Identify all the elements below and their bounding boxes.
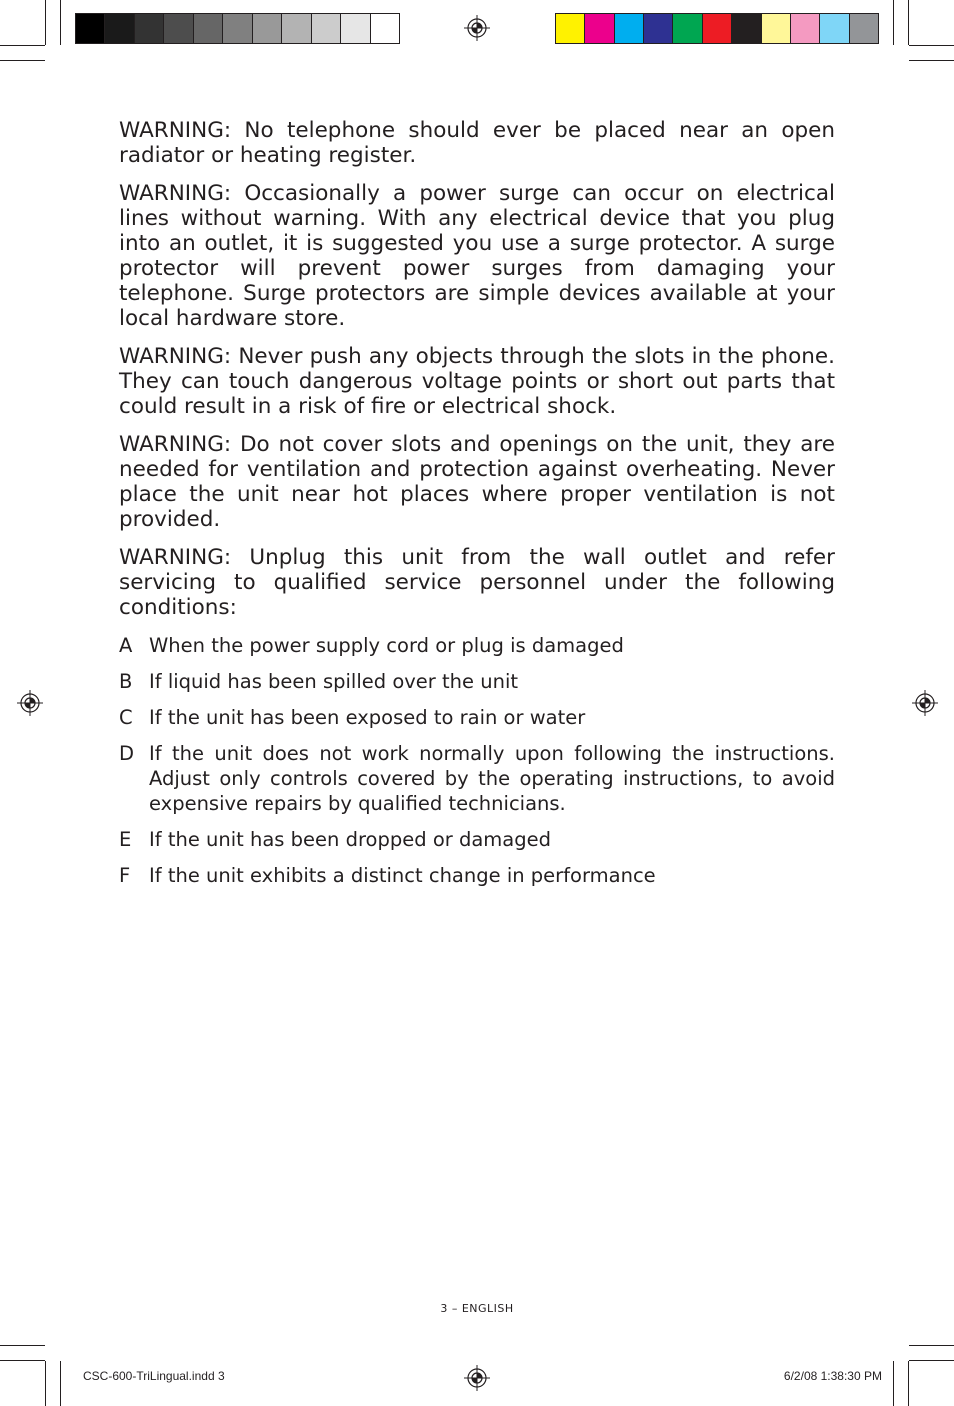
crop-mark bbox=[60, 1361, 61, 1406]
warning-paragraph: WARNING: Do not cover slots and openings on the unit, they are needed for ventilation and protection against overheating. Never place the unit near hot places where proper ventilation is not provided. bbox=[119, 432, 835, 532]
list-item-letter: C bbox=[119, 706, 133, 729]
crop-mark bbox=[45, 0, 46, 45]
color-swatch bbox=[644, 14, 673, 43]
list-item-text: If the unit has been dropped or damaged bbox=[149, 828, 551, 851]
list-item bbox=[119, 669, 835, 694]
color-swatch bbox=[105, 14, 134, 43]
list-item-letter: A bbox=[119, 634, 133, 657]
crop-mark bbox=[0, 1345, 45, 1346]
color-swatch bbox=[673, 14, 702, 43]
color-swatch bbox=[585, 14, 614, 43]
list-item-text: When the power supply cord or plug is damaged bbox=[149, 634, 624, 657]
list-item bbox=[119, 827, 835, 852]
color-swatch bbox=[791, 14, 820, 43]
color-swatch bbox=[76, 14, 105, 43]
registration-mark-icon bbox=[17, 690, 43, 716]
list-item bbox=[119, 741, 835, 816]
file-slug: CSC-600-TriLingual.indd 3 bbox=[83, 1369, 225, 1383]
crop-mark bbox=[893, 0, 894, 45]
list-item bbox=[119, 863, 835, 888]
list-item bbox=[119, 705, 835, 730]
list-item-text: If liquid has been spilled over the unit bbox=[149, 670, 519, 693]
registration-mark-icon bbox=[912, 690, 938, 716]
color-swatch bbox=[732, 14, 761, 43]
crop-mark bbox=[909, 45, 954, 46]
color-swatch bbox=[703, 14, 732, 43]
list-item-letter: E bbox=[119, 828, 132, 851]
warning-paragraph: WARNING: Unplug this unit from the wall outlet and refer servicing to qualified service personnel under the following conditions: bbox=[119, 545, 835, 620]
crop-mark bbox=[893, 1361, 894, 1406]
crop-mark bbox=[0, 1360, 45, 1361]
color-swatch bbox=[253, 14, 282, 43]
color-swatch bbox=[312, 14, 341, 43]
color-swatch bbox=[341, 14, 370, 43]
crop-mark bbox=[908, 0, 909, 45]
crop-mark bbox=[0, 45, 45, 46]
color-swatch bbox=[850, 14, 878, 43]
color-swatch bbox=[371, 14, 399, 43]
crop-mark bbox=[0, 60, 45, 61]
crop-mark bbox=[909, 1345, 954, 1346]
color-swatch bbox=[164, 14, 193, 43]
crop-mark bbox=[909, 60, 954, 61]
color-swatch bbox=[762, 14, 791, 43]
color-swatch bbox=[223, 14, 252, 43]
color-swatch bbox=[615, 14, 644, 43]
warning-paragraph: WARNING: Never push any objects through the slots in the phone. They can touch dangerous voltage points or short out parts that could result in a risk of fire or electrical shock. bbox=[119, 344, 835, 419]
color-calibration-bar bbox=[555, 13, 879, 44]
list-item-letter: D bbox=[119, 742, 135, 765]
date-slug: 6/2/08 1:38:30 PM bbox=[783, 1369, 882, 1383]
list-item-text: If the unit exhibits a distinct change in performance bbox=[149, 864, 656, 887]
color-swatch bbox=[194, 14, 223, 43]
warning-paragraph: WARNING: Occasionally a power surge can occur on electrical lines without warning. With any electrical device that you plug into an outlet, it is suggested you use a surge protector. A surge protector will prevent power surges from damaging your telephone. Surge protectors are simple devices available at your local hardware store. bbox=[119, 181, 835, 331]
list-item-text: If the unit has been exposed to rain or water bbox=[149, 706, 586, 729]
crop-mark bbox=[908, 1361, 909, 1406]
color-swatch bbox=[820, 14, 849, 43]
conditions-list bbox=[119, 633, 835, 888]
page-number: 3 – ENGLISH bbox=[440, 1302, 514, 1315]
list-item-letter: B bbox=[119, 670, 133, 693]
registration-mark-icon bbox=[464, 1365, 490, 1391]
registration-mark-icon bbox=[464, 15, 490, 41]
crop-mark bbox=[60, 0, 61, 45]
crop-mark bbox=[45, 1361, 46, 1406]
list-item bbox=[119, 633, 835, 658]
grayscale-calibration-bar bbox=[75, 13, 400, 44]
color-swatch bbox=[135, 14, 164, 43]
color-swatch bbox=[282, 14, 311, 43]
list-item-text: If the unit does not work normally upon following the instructions. Adjust only controls covered by the operating instructions, to avoid expensive repairs by qualified technicians. bbox=[149, 742, 835, 815]
crop-mark bbox=[909, 1360, 954, 1361]
list-item-letter: F bbox=[119, 864, 131, 887]
warning-paragraph: WARNING: No telephone should ever be placed near an open radiator or heating register. bbox=[119, 118, 835, 168]
document-body bbox=[119, 118, 835, 899]
color-swatch bbox=[556, 14, 585, 43]
